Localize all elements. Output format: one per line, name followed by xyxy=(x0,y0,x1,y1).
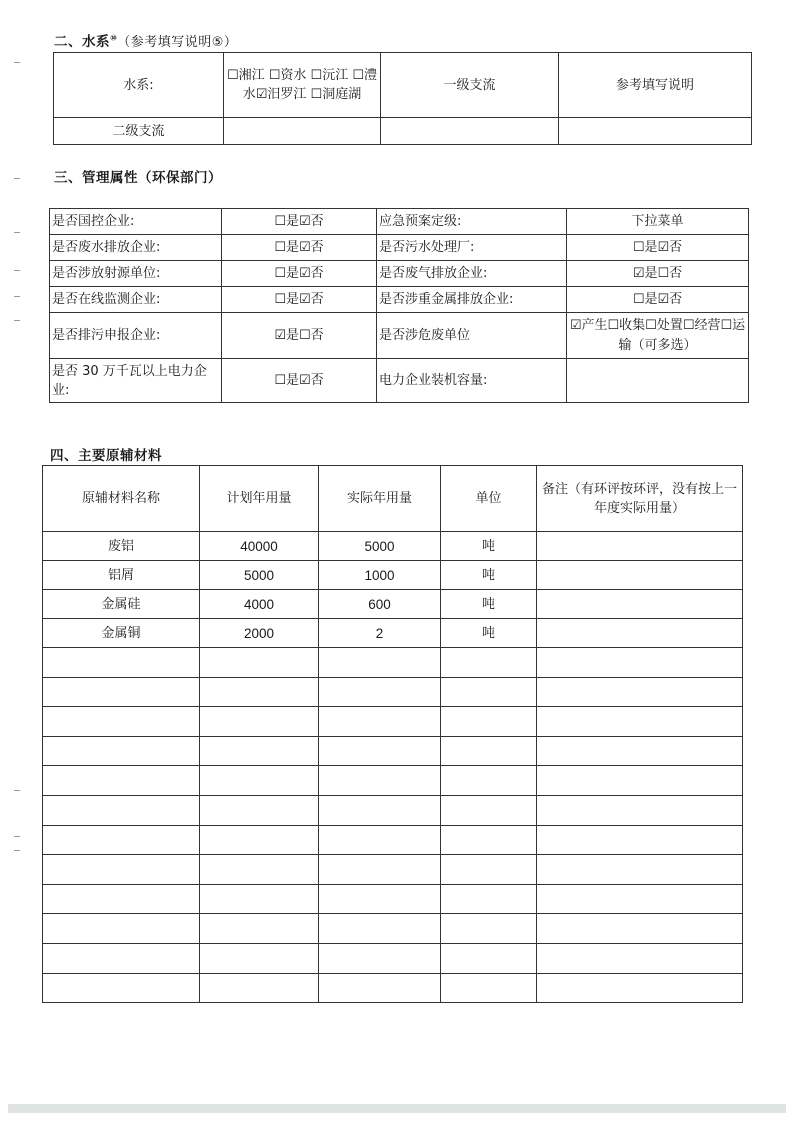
planned-usage-cell[interactable]: 2000 xyxy=(200,619,319,648)
attr-answer[interactable]: ☐是☑否 xyxy=(222,235,377,261)
unit-cell[interactable] xyxy=(441,677,537,707)
remarks-cell[interactable] xyxy=(537,590,743,619)
margin-mark xyxy=(14,232,20,233)
col-header-actual: 实际年用量 xyxy=(319,466,441,532)
unit-cell[interactable] xyxy=(441,884,537,914)
actual-usage-cell[interactable]: 1000 xyxy=(319,561,441,590)
material-name-cell[interactable]: 金属铜 xyxy=(43,619,200,648)
attr-question: 是否废水排放企业: xyxy=(50,235,222,261)
material-name-cell[interactable] xyxy=(43,914,200,944)
actual-usage-cell[interactable] xyxy=(319,648,441,678)
attr-answer[interactable]: ☐是☑否 xyxy=(222,209,377,235)
attr-question: 是否排污申报企业: xyxy=(50,313,222,359)
table-row xyxy=(43,677,743,707)
planned-usage-cell[interactable] xyxy=(200,677,319,707)
secondary-tributary-cell[interactable] xyxy=(381,118,559,145)
attr-dropdown[interactable]: 下拉菜单 xyxy=(567,209,749,235)
margin-mark xyxy=(14,790,20,791)
planned-usage-cell[interactable] xyxy=(200,914,319,944)
power-capacity-cell[interactable] xyxy=(567,359,749,403)
material-name-cell[interactable]: 铝屑 xyxy=(43,561,200,590)
planned-usage-cell[interactable] xyxy=(200,884,319,914)
actual-usage-cell[interactable] xyxy=(319,943,441,973)
planned-usage-cell[interactable] xyxy=(200,973,319,1003)
attr-question: 是否污水处理厂: xyxy=(377,235,567,261)
unit-cell[interactable]: 吨 xyxy=(441,532,537,561)
actual-usage-cell[interactable] xyxy=(319,677,441,707)
table-row xyxy=(43,590,743,619)
water-system-label: 水系: xyxy=(54,53,224,118)
margin-mark xyxy=(14,850,20,851)
table-row xyxy=(43,532,743,561)
secondary-tributary-cell[interactable] xyxy=(224,118,381,145)
attr-question: 是否国控企业: xyxy=(50,209,222,235)
col-header-unit: 单位 xyxy=(441,466,537,532)
planned-usage-cell[interactable] xyxy=(200,648,319,678)
material-name-cell[interactable] xyxy=(43,825,200,855)
material-name-cell[interactable]: 废铝 xyxy=(43,532,200,561)
col-header-planned: 计划年用量 xyxy=(200,466,319,532)
remarks-cell[interactable] xyxy=(537,532,743,561)
remarks-cell[interactable] xyxy=(537,707,743,737)
planned-usage-cell[interactable] xyxy=(200,943,319,973)
table-row xyxy=(43,795,743,825)
actual-usage-cell[interactable] xyxy=(319,736,441,766)
remarks-cell[interactable] xyxy=(537,914,743,944)
unit-cell[interactable] xyxy=(441,766,537,796)
table-row xyxy=(43,648,743,678)
attr-question: 是否废气排放企业: xyxy=(377,261,567,287)
table-row xyxy=(43,855,743,885)
unit-cell[interactable] xyxy=(441,825,537,855)
margin-mark xyxy=(14,62,20,63)
planned-usage-cell[interactable]: 40000 xyxy=(200,532,319,561)
table-row xyxy=(43,707,743,737)
section3-heading: 三、管理属性（环保部门） xyxy=(54,170,222,186)
unit-cell[interactable]: 吨 xyxy=(441,561,537,590)
col-header-remarks: 备注（有环评按环评，没有按上一年度实际用量） xyxy=(537,466,743,532)
water-system-table xyxy=(53,52,752,145)
material-name-cell[interactable] xyxy=(43,707,200,737)
material-name-cell[interactable] xyxy=(43,855,200,885)
actual-usage-cell[interactable] xyxy=(319,884,441,914)
unit-cell[interactable] xyxy=(441,973,537,1003)
material-name-cell[interactable]: 金属硅 xyxy=(43,590,200,619)
attr-answer[interactable]: ☑是☐否 xyxy=(222,313,377,359)
table-row xyxy=(43,914,743,944)
planned-usage-cell[interactable] xyxy=(200,795,319,825)
material-name-cell[interactable] xyxy=(43,736,200,766)
remarks-cell[interactable] xyxy=(537,825,743,855)
remarks-cell[interactable] xyxy=(537,884,743,914)
water-system-options[interactable]: ☐湘江 ☐资水 ☐沅江 ☐澧水☑汨罗江 ☐洞庭湖 xyxy=(224,53,381,118)
table-row xyxy=(43,943,743,973)
table-row xyxy=(43,736,743,766)
section2-heading: 二、水系⑩（参考填写说明⑤） xyxy=(54,33,238,50)
attr-question: 电力企业装机容量: xyxy=(377,359,567,403)
scan-bottom-strip xyxy=(8,1104,786,1113)
actual-usage-cell[interactable] xyxy=(319,825,441,855)
remarks-cell[interactable] xyxy=(537,648,743,678)
reference-note-label: 参考填写说明 xyxy=(559,53,752,118)
actual-usage-cell[interactable]: 600 xyxy=(319,590,441,619)
material-name-cell[interactable] xyxy=(43,795,200,825)
unit-cell[interactable] xyxy=(441,914,537,944)
margin-mark xyxy=(14,296,20,297)
attr-question: 是否涉放射源单位: xyxy=(50,261,222,287)
management-attributes-table xyxy=(49,208,749,403)
attr-answer[interactable]: ☐是☑否 xyxy=(222,287,377,313)
unit-cell[interactable] xyxy=(441,707,537,737)
unit-cell[interactable]: 吨 xyxy=(441,590,537,619)
margin-mark xyxy=(14,836,20,837)
margin-mark xyxy=(14,320,20,321)
table-row xyxy=(43,884,743,914)
unit-cell[interactable]: 吨 xyxy=(441,619,537,648)
planned-usage-cell[interactable] xyxy=(200,707,319,737)
planned-usage-cell[interactable] xyxy=(200,825,319,855)
table-row xyxy=(43,561,743,590)
planned-usage-cell[interactable] xyxy=(200,855,319,885)
section4-heading: 四、主要原辅材料 xyxy=(50,448,162,464)
actual-usage-cell[interactable] xyxy=(319,707,441,737)
table-row xyxy=(43,825,743,855)
attr-answer[interactable]: ☑是☐否 xyxy=(567,261,749,287)
remarks-cell[interactable] xyxy=(537,795,743,825)
attr-answer[interactable]: ☐是☑否 xyxy=(222,261,377,287)
material-name-cell[interactable] xyxy=(43,884,200,914)
planned-usage-cell[interactable] xyxy=(200,736,319,766)
actual-usage-cell[interactable] xyxy=(319,914,441,944)
attr-question: 是否 30 万千瓦以上电力企业: xyxy=(50,359,222,403)
attr-answer[interactable]: ☐是☑否 xyxy=(567,287,749,313)
hazardous-waste-options[interactable]: ☑产生☐收集☐处置☐经营☐运输（可多选） xyxy=(567,313,749,359)
planned-usage-cell[interactable]: 5000 xyxy=(200,561,319,590)
planned-usage-cell[interactable] xyxy=(200,766,319,796)
actual-usage-cell[interactable]: 5000 xyxy=(319,532,441,561)
attr-question: 是否在线监测企业: xyxy=(50,287,222,313)
col-header-material: 原辅材料名称 xyxy=(43,466,200,532)
actual-usage-cell[interactable] xyxy=(319,973,441,1003)
attr-question: 应急预案定级: xyxy=(377,209,567,235)
attr-question: 是否涉重金属排放企业: xyxy=(377,287,567,313)
remarks-cell[interactable] xyxy=(537,766,743,796)
attr-answer[interactable]: ☐是☑否 xyxy=(222,359,377,403)
margin-mark xyxy=(14,178,20,179)
actual-usage-cell[interactable] xyxy=(319,766,441,796)
unit-cell[interactable] xyxy=(441,855,537,885)
remarks-cell[interactable] xyxy=(537,619,743,648)
secondary-tributary-cell[interactable] xyxy=(559,118,752,145)
unit-cell[interactable] xyxy=(441,943,537,973)
actual-usage-cell[interactable]: 2 xyxy=(319,619,441,648)
material-name-cell[interactable] xyxy=(43,677,200,707)
remarks-cell[interactable] xyxy=(537,561,743,590)
material-name-cell[interactable] xyxy=(43,766,200,796)
material-name-cell[interactable] xyxy=(43,648,200,678)
actual-usage-cell[interactable] xyxy=(319,855,441,885)
planned-usage-cell[interactable]: 4000 xyxy=(200,590,319,619)
remarks-cell[interactable] xyxy=(537,855,743,885)
table-row xyxy=(43,766,743,796)
material-name-cell[interactable] xyxy=(43,973,200,1003)
primary-tributary-label: 一级支流 xyxy=(381,53,559,118)
unit-cell[interactable] xyxy=(441,795,537,825)
actual-usage-cell[interactable] xyxy=(319,795,441,825)
attr-question: 是否涉危废单位 xyxy=(377,313,567,359)
remarks-cell[interactable] xyxy=(537,973,743,1003)
material-name-cell[interactable] xyxy=(43,943,200,973)
table-row xyxy=(43,973,743,1003)
unit-cell[interactable] xyxy=(441,648,537,678)
secondary-tributary-label: 二级支流 xyxy=(54,118,224,145)
attr-answer[interactable]: ☐是☑否 xyxy=(567,235,749,261)
margin-mark xyxy=(14,270,20,271)
remarks-cell[interactable] xyxy=(537,677,743,707)
unit-cell[interactable] xyxy=(441,736,537,766)
remarks-cell[interactable] xyxy=(537,736,743,766)
remarks-cell[interactable] xyxy=(537,943,743,973)
table-row xyxy=(43,619,743,648)
raw-materials-table xyxy=(42,465,743,1003)
